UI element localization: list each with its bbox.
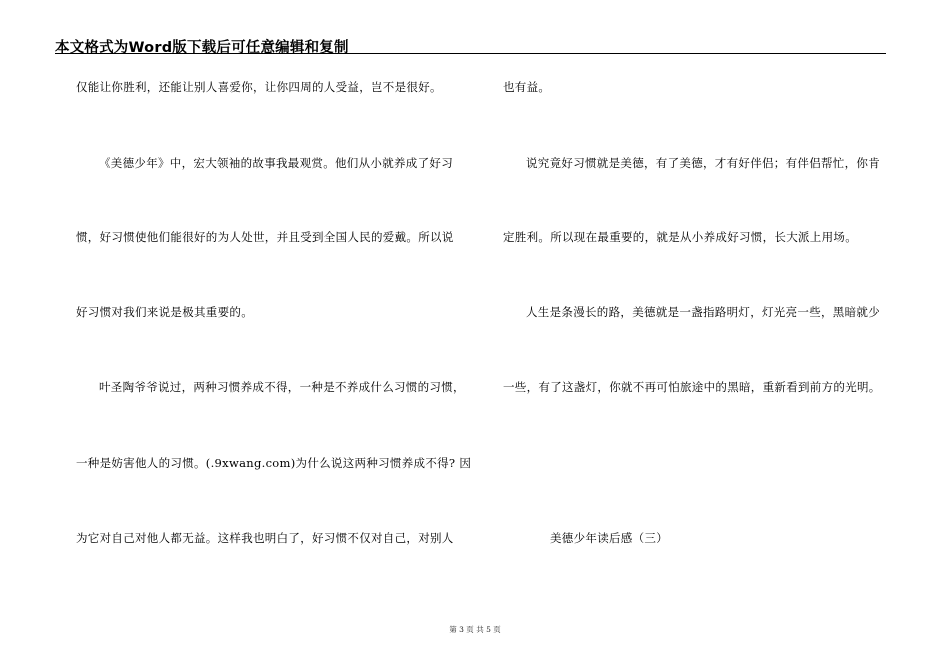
right-line-4: 人生是条漫长的路，美德就是一盏指路明灯，灯光亮一些，黑暗就少 [526, 305, 880, 319]
left-line-7: 为它对自己对他人都无益。这样我也明白了，好习惯不仅对自己，对别人 [76, 531, 454, 545]
left-line-3: 惯，好习惯使他们能很好的为人处世，并且受到全国人民的爱戴。所以说 [76, 230, 454, 244]
page-header-title: 本文格式为Word版下载后可任意编辑和复制 [55, 40, 349, 56]
left-line-5: 叶圣陶爷爷说过，两种习惯养成不得，一种是不养成什么习惯的习惯， [99, 380, 465, 394]
right-line-2: 说究竟好习惯就是美德，有了美德，才有好伴侣；有伴侣帮忙，你肯 [526, 156, 880, 170]
right-line-1: 也有益。 [503, 80, 551, 94]
section-heading: 美德少年读后感（三） [550, 531, 668, 545]
left-line-1: 仅能让你胜利，还能让别人喜爱你，让你四周的人受益，岂不是很好。 [76, 80, 442, 94]
page-number: 第 3 页 共 5 页 [449, 625, 501, 634]
header-divider [55, 53, 886, 54]
right-line-3: 定胜利。所以现在最重要的，就是从小养成好习惯，长大派上用场。 [503, 230, 857, 244]
left-line-4: 好习惯对我们来说是极其重要的。 [76, 305, 253, 319]
left-line-2: 《美德少年》中，宏大领袖的故事我最观赏。他们从小就养成了好习 [99, 156, 453, 170]
right-line-5: 一些，有了这盏灯，你就不再可怕旅途中的黑暗，重新看到前方的光明。 [503, 380, 881, 394]
left-line-6: 一种是妨害他人的习惯。(.9xwang.com)为什么说这两种习惯养成不得? 因 [76, 456, 472, 470]
